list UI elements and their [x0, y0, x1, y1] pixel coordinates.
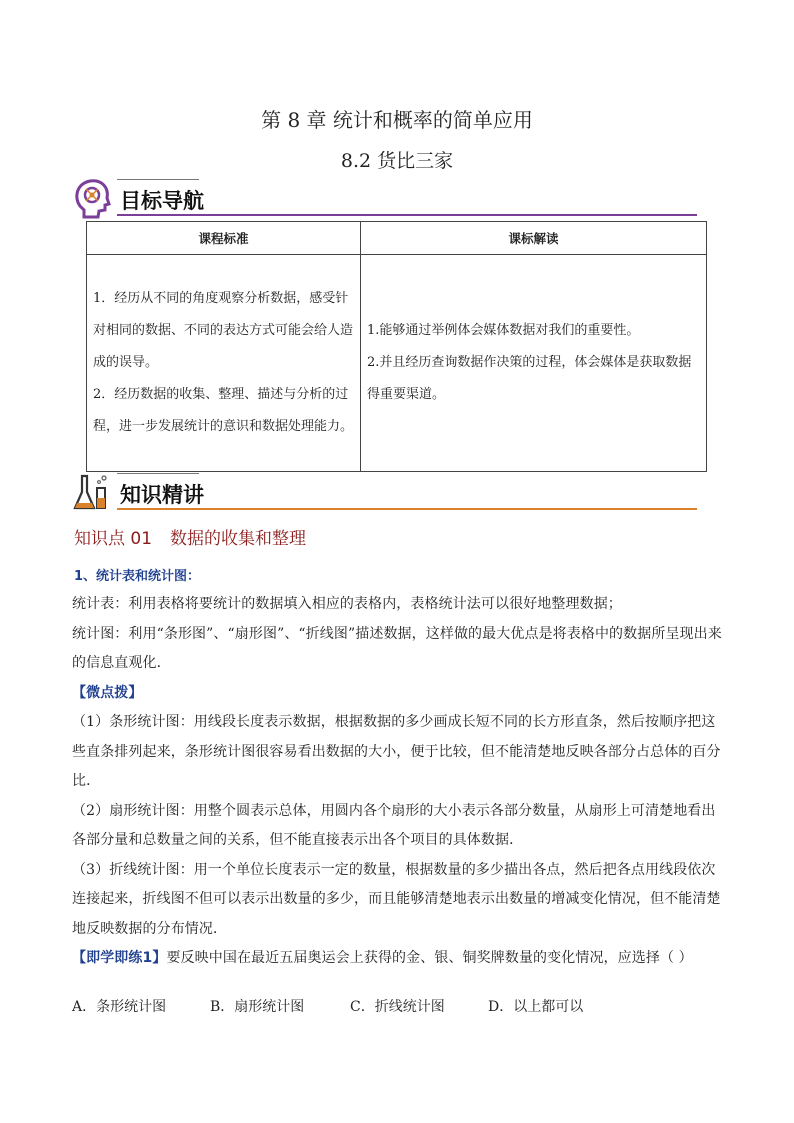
- exercise-label: 【即学即练1】: [72, 950, 167, 966]
- exercise-text: 要反映中国在最近五届奥运会上获得的金、银、铜奖牌数量的变化情况，应选择（ ）: [166, 950, 693, 966]
- goal-table: [86, 221, 707, 472]
- option-d[interactable]: D．以上都可以: [488, 999, 584, 1015]
- header-rule-orange: [117, 508, 697, 510]
- interpretation-item-1: 1.能够通过举例体会媒体数据对我们的重要性。: [367, 323, 640, 338]
- knowledge-body: [72, 590, 724, 974]
- header-top-rule: [117, 473, 199, 474]
- chapter-title: 第 8 章 统计和概率的简单应用: [261, 108, 533, 132]
- standard-item-1: 1．经历从不同的角度观察分析数据，感受针对相同的数据、不同的表达方式可能会给人造成的误导。: [93, 291, 354, 370]
- standard-item-2: 2．经历数据的收集、整理、描述与分析的过程，进一步发展统计的意识和数据处理能力。: [93, 387, 354, 434]
- brain-gear-icon: [72, 176, 112, 220]
- subheading: 1、统计表和统计图：: [74, 569, 201, 584]
- section-label-knowledge: 知识精讲: [120, 483, 204, 507]
- exercise-question: [72, 944, 724, 974]
- table-row: [87, 255, 707, 472]
- tip-line-chart: （3）折线统计图：用一个单位长度表示一定的数量，根据数量的多少描出各点，然后把各点用线段依次连接起来，折线图不但可以表示出数量的多少，而且能够清楚地表示出数量的增减变化情况，但不能清楚地反映数据的分布情况．: [72, 861, 721, 937]
- header-course-standard: 课程标准: [87, 222, 361, 255]
- option-b[interactable]: B．扇形统计图: [210, 999, 305, 1015]
- section-header-knowledge: [72, 470, 697, 518]
- section-label-goal: 目标导航: [120, 189, 204, 213]
- knowledge-point-name: 数据的收集和整理: [170, 529, 307, 549]
- header-standard-interpretation: 课标解读: [361, 222, 707, 255]
- option-a[interactable]: A．条形统计图: [72, 999, 167, 1015]
- interpretation-cell: [361, 255, 707, 472]
- section-title: 8.2 货比三家: [340, 150, 454, 172]
- tip-pie-chart: （2）扇形统计图：用整个圆表示总体，用圆内各个扇形的大小表示各部分数量，从扇形上可清楚地看出各部分量和总数量之间的关系，但不能直接表示出各个项目的具体数据．: [72, 802, 716, 848]
- course-standard-cell: [87, 255, 361, 472]
- table-header-row: [87, 222, 707, 255]
- section-header-goal: [72, 176, 697, 224]
- interpretation-item-2: 2.并且经历查询数据作决策的过程，体会媒体是获取数据得重要渠道。: [367, 355, 692, 402]
- header-top-rule: [117, 179, 199, 180]
- knowledge-point-title: [74, 524, 306, 549]
- paragraph-table: 统计表：利用表格将要统计的数据填入相应的表格内，表格统计法可以很好地整理数据；: [72, 596, 622, 612]
- answer-options: [72, 996, 724, 1016]
- tip-bar-chart: （1）条形统计图：用线段长度表示数据，根据数据的多少画成长短不同的长方形直条，然后按顺序把这些直条排列起来，条形统计图很容易看出数据的大小，便于比较，但不能清楚地反映各部分占总体的百分比．: [72, 714, 721, 789]
- paragraph-chart: 统计图：利用“条形图”、“扇形图”、“折线图”描述数据，这样做的最大优点是将表格中的数据所呈现出来的信息直观化．: [72, 625, 722, 671]
- header-rule-purple: [117, 214, 697, 216]
- knowledge-point-number: 知识点 01: [74, 529, 153, 549]
- option-c[interactable]: C．折线统计图: [350, 999, 445, 1015]
- tip-label: 【微点拨】: [72, 684, 143, 701]
- lab-flask-icon: [72, 470, 112, 514]
